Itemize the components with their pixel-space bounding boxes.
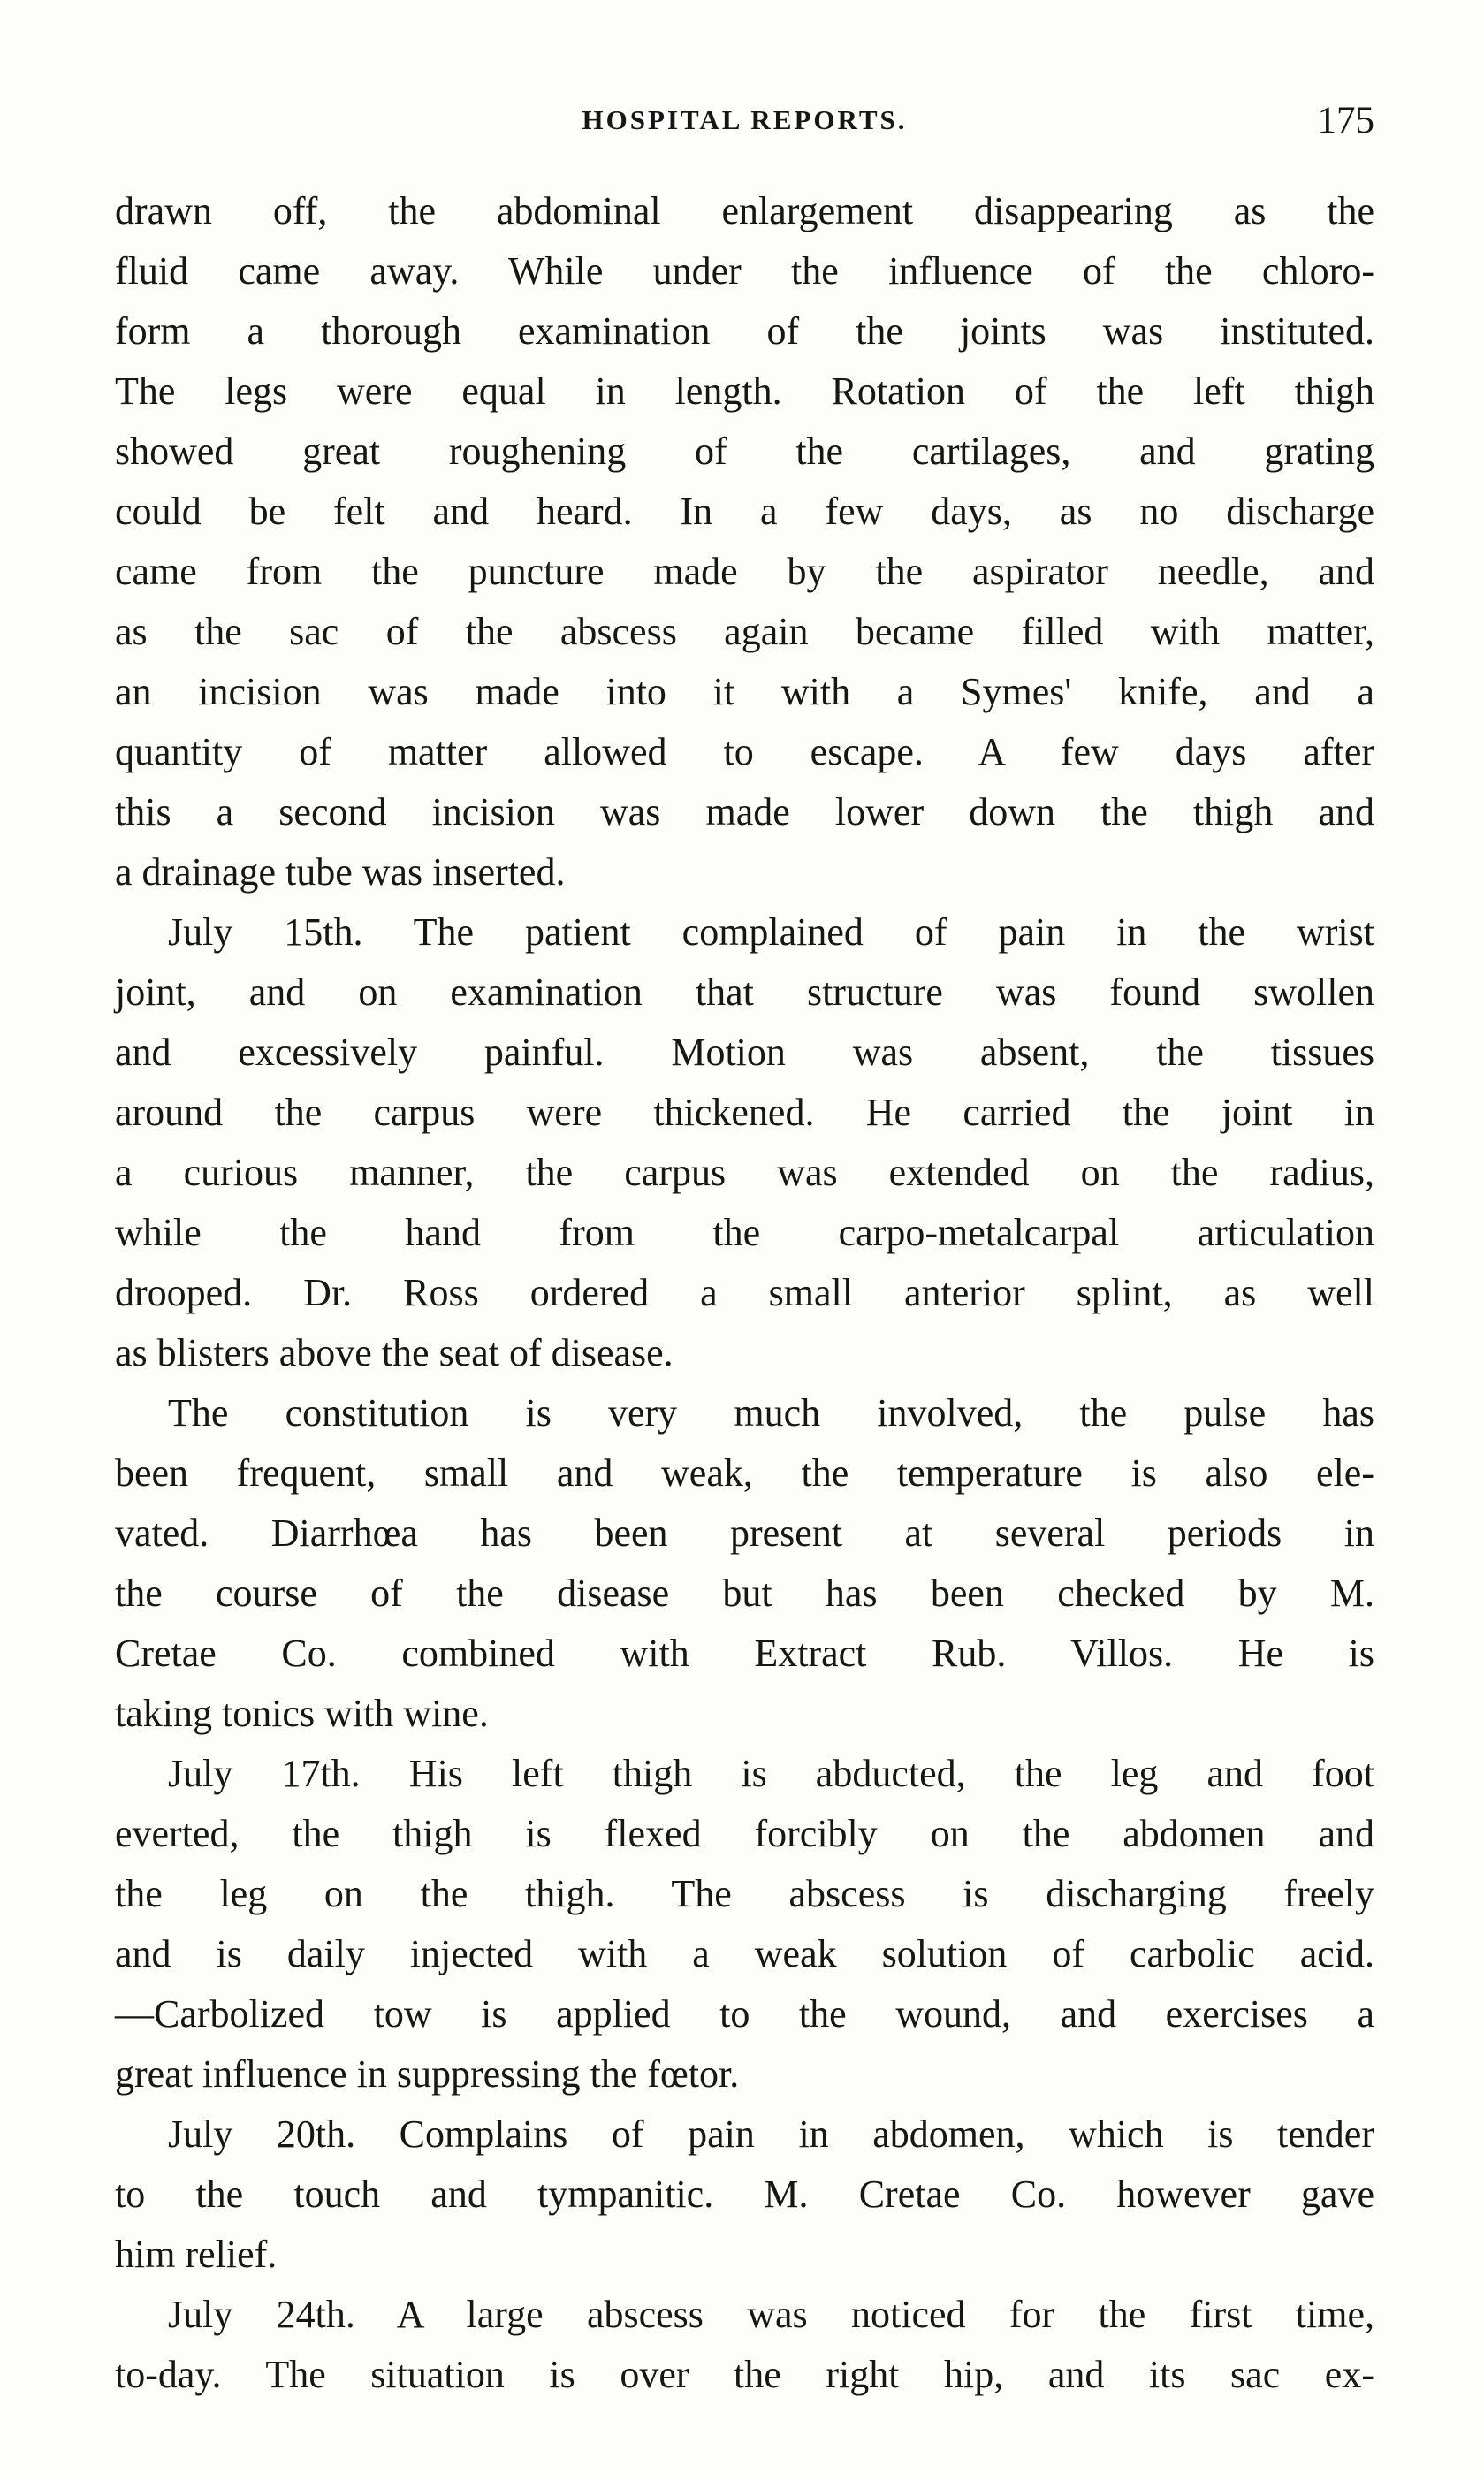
text-line: July 20th. Complains of pain in abdomen, which is tender: [168, 2112, 1374, 2156]
text-line: July 24th. A large abscess was noticed for the first time,: [168, 2293, 1374, 2336]
text-line: to-day. The situation is over the right hip, and its sac ex-: [115, 2353, 1374, 2396]
text-line: everted, the thigh is flexed forcibly on the abdomen and: [115, 1812, 1374, 1855]
text-line: Cretae Co. combined with Extract Rub. Villos. He is: [115, 1632, 1374, 1675]
text-line: The legs were equal in length. Rotation of the left thigh: [115, 369, 1374, 413]
text-line: taking tonics with wine.: [115, 1692, 489, 1735]
text-line: and excessively painful. Motion was absent, the tissues: [115, 1031, 1374, 1074]
text-line: The constitution is very much involved, the pulse has: [168, 1391, 1374, 1435]
text-line: been frequent, small and weak, the temperature is also ele-: [115, 1451, 1374, 1495]
text-line: came from the puncture made by the aspirator needle, and: [115, 550, 1374, 593]
text-line: form a thorough examination of the joints was instituted.: [115, 309, 1374, 353]
text-line: a drainage tube was inserted.: [115, 850, 566, 894]
text-line: showed great roughening of the cartilages, and grating: [115, 430, 1374, 473]
text-line: fluid came away. While under the influence of the chloro-: [115, 249, 1374, 293]
body-text: [115, 181, 1374, 2405]
text-line: around the carpus were thickened. He carried the joint in: [115, 1091, 1374, 1134]
page-number: 175: [1317, 100, 1374, 141]
text-line: —Carbolized tow is applied to the wound, and exercises a: [115, 1992, 1374, 2036]
text-line: this a second incision was made lower down the thigh and: [115, 790, 1374, 833]
text-line: and is daily injected with a weak solution of carbolic acid.: [115, 1932, 1374, 1975]
text-line: while the hand from the carpo-metalcarpal articulation: [115, 1211, 1374, 1254]
text-line: him relief.: [115, 2233, 278, 2276]
text-line: the leg on the thigh. The abscess is discharging freely: [115, 1872, 1374, 1915]
text-line: could be felt and heard. In a few days, as no discharge: [115, 490, 1374, 533]
text-line: a curious manner, the carpus was extended on the radius,: [115, 1151, 1374, 1194]
text-line: as blisters above the seat of disease.: [115, 1331, 674, 1374]
text-line: to the touch and tympanitic. M. Cretae Co. however gave: [115, 2173, 1374, 2216]
text-line: great influence in suppressing the fœtor.: [115, 2052, 740, 2096]
text-line: joint, and on examination that structure was found swollen: [115, 970, 1374, 1014]
text-line: July 17th. His left thigh is abducted, the leg and foot: [168, 1752, 1374, 1795]
text-line: drooped. Dr. Ross ordered a small anterior splint, as well: [115, 1271, 1374, 1314]
text-line: July 15th. The patient complained of pain in the wrist: [168, 910, 1374, 954]
text-line: quantity of matter allowed to escape. A few days after: [115, 730, 1374, 773]
text-line: vated. Diarrhœa has been present at several periods in: [115, 1511, 1374, 1555]
text-line: drawn off, the abdominal enlargement disappearing as the: [115, 189, 1374, 232]
text-line: the course of the disease but has been checked by M.: [115, 1572, 1374, 1615]
text-line: an incision was made into it with a Symes' knife, and a: [115, 670, 1374, 713]
text-line: as the sac of the abscess again became filled with matter,: [115, 610, 1374, 653]
running-head: [115, 100, 1374, 157]
running-title: HOSPITAL REPORTS.: [582, 104, 908, 135]
